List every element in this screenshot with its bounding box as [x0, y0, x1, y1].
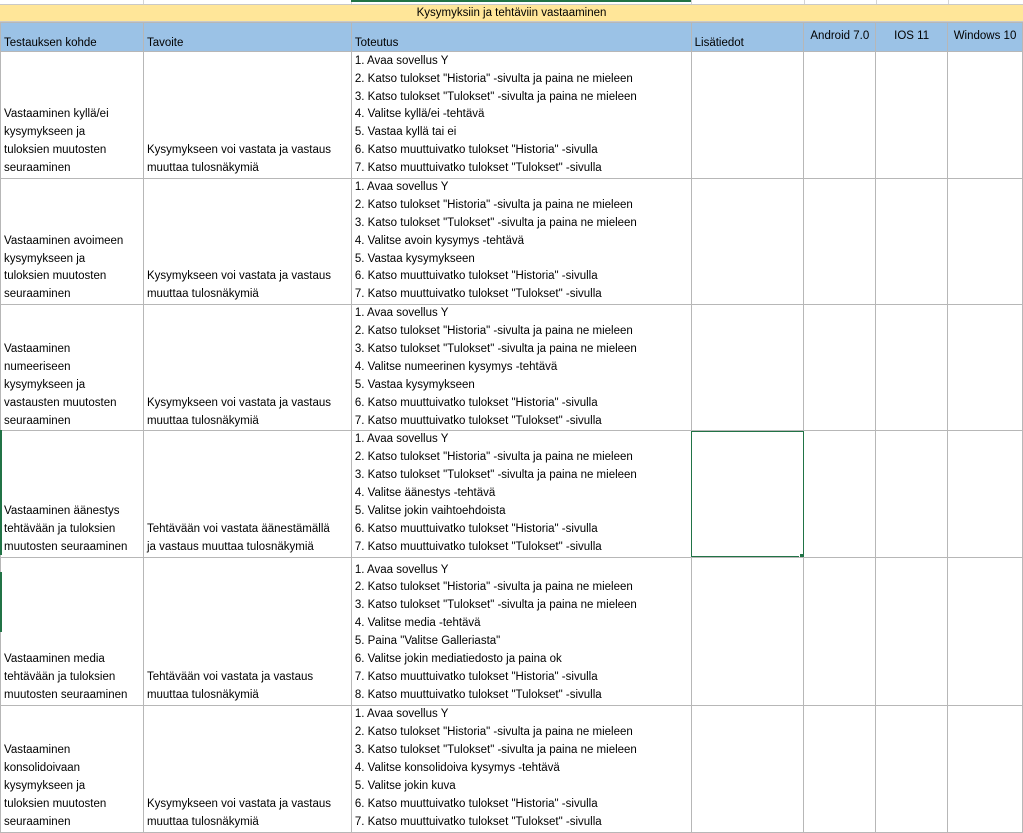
steps-cell-line: 5. Valitse jokin kuva — [354, 780, 456, 793]
additional-info-cell[interactable] — [691, 179, 804, 305]
additional-info-cell[interactable] — [691, 52, 804, 179]
header-implementation[interactable]: Toteutus — [351, 23, 691, 52]
windows-cell[interactable] — [948, 705, 1023, 832]
steps-cell-line: 4. Valitse kyllä/ei -tehtävä — [354, 108, 485, 121]
steps-cell-line: 5. Vastaa kysymykseen — [354, 378, 475, 391]
steps-cell-line: 5. Vastaa kysymykseen — [354, 252, 475, 265]
goal-cell-line: muuttaa tulosnäkymiä — [146, 815, 259, 828]
test-target-cell-line: tuloksien muutosten — [4, 270, 107, 283]
goal-cell[interactable] — [143, 52, 351, 179]
goal-cell[interactable] — [143, 305, 351, 431]
goal-cell-line: muuttaa tulosnäkymiä — [146, 688, 259, 701]
goal-cell-line: Kysymykseen voi vastata ja vastaus — [146, 396, 332, 409]
steps-cell-line: 1. Avaa sovellus Y — [354, 54, 449, 67]
table-row — [1, 431, 1023, 557]
additional-info-cell[interactable] — [691, 431, 804, 557]
steps-cell-line: 7. Katso muuttuivatko tulokset "Historia" -sivulla — [354, 670, 598, 683]
steps-cell-line: 6. Katso muuttuivatko tulokset "Historia" -sivulla — [354, 396, 598, 409]
steps-cell[interactable] — [351, 305, 691, 431]
test-target-cell-line: kysymykseen ja — [4, 780, 86, 793]
test-target-cell-line: Vastaaminen media — [4, 653, 105, 666]
test-target-cell-line: kysymykseen ja — [4, 252, 86, 265]
windows-cell[interactable] — [948, 305, 1023, 431]
header-row — [1, 23, 1023, 52]
fill-handle[interactable] — [799, 553, 804, 558]
steps-cell-line: 3. Katso tulokset "Tulokset" -sivulta ja paina ne mieleen — [354, 599, 637, 612]
test-target-cell-line: seuraaminen — [4, 162, 71, 175]
steps-cell-line: 5. Vastaa kyllä tai ei — [354, 126, 457, 139]
steps-cell-line: 2. Katso tulokset "Historia" -sivulta ja paina ne mieleen — [354, 72, 633, 85]
steps-cell-line: 6. Valitse jokin mediatiedosto ja paina ok — [354, 653, 562, 666]
steps-cell-line: 4. Valitse avoin kysymys -tehtävä — [354, 234, 525, 247]
steps-cell-line: 6. Katso muuttuivatko tulokset "Historia" -sivulla — [354, 522, 598, 535]
header-goal[interactable]: Tavoite — [143, 23, 351, 52]
steps-cell-line: 5. Valitse jokin vaihtoehdoista — [354, 505, 506, 518]
test-target-cell-line: kysymykseen ja — [4, 126, 86, 139]
test-target-cell[interactable] — [1, 305, 144, 431]
ios-cell[interactable] — [876, 52, 948, 179]
ios-cell[interactable] — [876, 305, 948, 431]
table-row — [1, 557, 1023, 705]
header-test-target[interactable]: Testauksen kohde — [1, 23, 144, 52]
test-target-cell-line: vastausten muutosten — [4, 396, 117, 409]
steps-cell-line: 7. Katso muuttuivatko tulokset "Tulokset" -sivulla — [354, 414, 602, 427]
steps-cell-line: 3. Katso tulokset "Tulokset" -sivulta ja paina ne mieleen — [354, 90, 637, 103]
test-target-cell-line: Vastaaminen äänestys — [4, 505, 120, 518]
row-marker — [0, 572, 2, 632]
test-table — [0, 22, 1023, 833]
additional-info-cell[interactable] — [691, 705, 804, 832]
steps-cell-line: 7. Katso muuttuivatko tulokset "Tulokset" -sivulla — [354, 815, 602, 828]
goal-cell-line: muuttaa tulosnäkymiä — [146, 414, 259, 427]
goal-cell-line: Kysymykseen voi vastata ja vastaus — [146, 144, 332, 157]
table-row — [1, 705, 1023, 832]
header-additional-info[interactable]: Lisätiedot — [691, 23, 804, 52]
windows-cell[interactable] — [948, 557, 1023, 705]
ios-cell[interactable] — [876, 705, 948, 832]
goal-cell-line: muuttaa tulosnäkymiä — [146, 288, 259, 301]
test-target-cell-line: muutosten seuraaminen — [4, 688, 128, 701]
test-target-cell-line: seuraaminen — [4, 815, 71, 828]
goal-cell[interactable] — [143, 431, 351, 557]
test-target-cell-line: konsolidoivaan — [4, 762, 81, 775]
steps-cell-line: 7. Katso muuttuivatko tulokset "Tulokset" -sivulla — [354, 540, 602, 553]
test-target-cell-line: Vastaaminen — [4, 343, 71, 356]
test-target-cell-line: numeeriseen — [4, 360, 71, 373]
windows-cell[interactable] — [948, 52, 1023, 179]
steps-cell-line: 4. Valitse numeerinen kysymys -tehtävä — [354, 360, 558, 373]
test-target-cell[interactable] — [1, 52, 144, 179]
test-target-cell[interactable] — [1, 431, 144, 557]
steps-cell-line: 2. Katso tulokset "Historia" -sivulta ja paina ne mieleen — [354, 581, 633, 594]
steps-cell-line: 3. Katso tulokset "Tulokset" -sivulta ja paina ne mieleen — [354, 469, 637, 482]
steps-cell-line: 3. Katso tulokset "Tulokset" -sivulta ja paina ne mieleen — [354, 343, 637, 356]
header-ios[interactable]: IOS 11 — [876, 23, 948, 52]
goal-cell-line: Tehtävään voi vastata äänestämällä — [146, 522, 330, 535]
steps-cell-line: 7. Katso muuttuivatko tulokset "Tulokset" -sivulla — [354, 162, 602, 175]
steps-cell-line: 1. Avaa sovellus Y — [354, 708, 449, 721]
table-row — [1, 179, 1023, 305]
goal-cell-line: Kysymykseen voi vastata ja vastaus — [146, 797, 332, 810]
additional-info-cell[interactable] — [691, 305, 804, 431]
ios-cell[interactable] — [876, 557, 948, 705]
test-target-cell-line: tehtävään ja tuloksien — [4, 670, 116, 683]
header-android[interactable]: Android 7.0 — [804, 23, 876, 52]
selection-indicator — [351, 0, 691, 2]
ios-cell[interactable] — [876, 431, 948, 557]
steps-cell-line: 5. Paina "Valitse Galleriasta" — [354, 635, 501, 648]
steps-cell[interactable] — [351, 179, 691, 305]
windows-cell[interactable] — [948, 179, 1023, 305]
android-cell[interactable] — [804, 52, 876, 179]
steps-cell[interactable] — [351, 52, 691, 179]
ios-cell[interactable] — [876, 179, 948, 305]
android-cell[interactable] — [804, 705, 876, 832]
sheet-title: Kysymyksiin ja tehtäviin vastaaminen — [416, 7, 607, 19]
header-windows[interactable]: Windows 10 — [948, 23, 1023, 52]
android-cell[interactable] — [804, 305, 876, 431]
steps-cell[interactable] — [351, 705, 691, 832]
sheet-title-cell[interactable] — [0, 4, 1023, 22]
goal-cell[interactable] — [143, 557, 351, 705]
test-target-cell-line: tehtävään ja tuloksien — [4, 522, 116, 535]
steps-cell-line: 3. Katso tulokset "Tulokset" -sivulta ja paina ne mieleen — [354, 216, 637, 229]
additional-info-cell[interactable] — [691, 557, 804, 705]
test-target-cell[interactable] — [1, 557, 144, 705]
steps-cell-line: 4. Valitse äänestys -tehtävä — [354, 487, 496, 500]
steps-cell-line: 6. Katso muuttuivatko tulokset "Historia" -sivulla — [354, 270, 598, 283]
table-row — [1, 305, 1023, 431]
test-target-cell-line: tuloksien muutosten — [4, 797, 107, 810]
steps-cell-line: 4. Valitse konsolidoiva kysymys -tehtävä — [354, 762, 560, 775]
goal-cell[interactable] — [143, 179, 351, 305]
steps-cell-line: 1. Avaa sovellus Y — [354, 181, 449, 193]
steps-cell-line: 2. Katso tulokset "Historia" -sivulta ja paina ne mieleen — [354, 325, 633, 338]
goal-cell-line: Kysymykseen voi vastata ja vastaus — [146, 270, 332, 283]
steps-cell-line: 1. Avaa sovellus Y — [354, 433, 449, 446]
steps-cell-line: 2. Katso tulokset "Historia" -sivulta ja paina ne mieleen — [354, 451, 633, 464]
steps-cell-line: 8. Katso muuttuivatko tulokset "Tulokset" -sivulla — [354, 688, 602, 701]
steps-cell-line: 3. Katso tulokset "Tulokset" -sivulta ja paina ne mieleen — [354, 744, 637, 757]
steps-cell-line: 1. Avaa sovellus Y — [354, 307, 449, 320]
test-target-cell-line: seuraaminen — [4, 414, 71, 427]
steps-cell[interactable] — [351, 557, 691, 705]
steps-cell-line: 7. Katso muuttuivatko tulokset "Tulokset" -sivulla — [354, 288, 602, 301]
android-cell[interactable] — [804, 179, 876, 305]
steps-cell[interactable] — [351, 431, 691, 557]
test-target-cell-line: seuraaminen — [4, 288, 71, 301]
steps-cell-line: 2. Katso tulokset "Historia" -sivulta ja paina ne mieleen — [354, 198, 633, 211]
steps-cell-line: 6. Katso muuttuivatko tulokset "Historia" -sivulla — [354, 797, 598, 810]
steps-cell-line: 4. Valitse media -tehtävä — [354, 617, 481, 630]
steps-cell-line: 2. Katso tulokset "Historia" -sivulta ja paina ne mieleen — [354, 726, 633, 739]
windows-cell[interactable] — [948, 431, 1023, 557]
test-target-cell-line: muutosten seuraaminen — [4, 540, 128, 553]
test-target-cell-line: Vastaaminen avoimeen — [4, 234, 124, 247]
test-target-cell[interactable] — [1, 179, 144, 305]
goal-cell-line: ja vastaus muuttaa tulosnäkymiä — [146, 540, 314, 553]
goal-cell-line: muuttaa tulosnäkymiä — [146, 162, 259, 175]
steps-cell-line: 6. Katso muuttuivatko tulokset "Historia" -sivulla — [354, 144, 598, 157]
test-target-cell-line: tuloksien muutosten — [4, 144, 107, 157]
test-target-cell-line: Vastaaminen kyllä/ei — [4, 108, 109, 121]
test-target-cell-line: kysymykseen ja — [4, 378, 86, 391]
goal-cell-line: Tehtävään voi vastata ja vastaus — [146, 670, 314, 683]
test-target-cell-line: Vastaaminen — [4, 744, 71, 757]
table-row — [1, 52, 1023, 179]
android-cell[interactable] — [804, 557, 876, 705]
steps-cell-line: 1. Avaa sovellus Y — [354, 563, 449, 576]
test-target-cell[interactable] — [1, 705, 144, 832]
android-cell[interactable] — [804, 431, 876, 557]
goal-cell[interactable] — [143, 705, 351, 832]
row-marker — [0, 430, 2, 555]
